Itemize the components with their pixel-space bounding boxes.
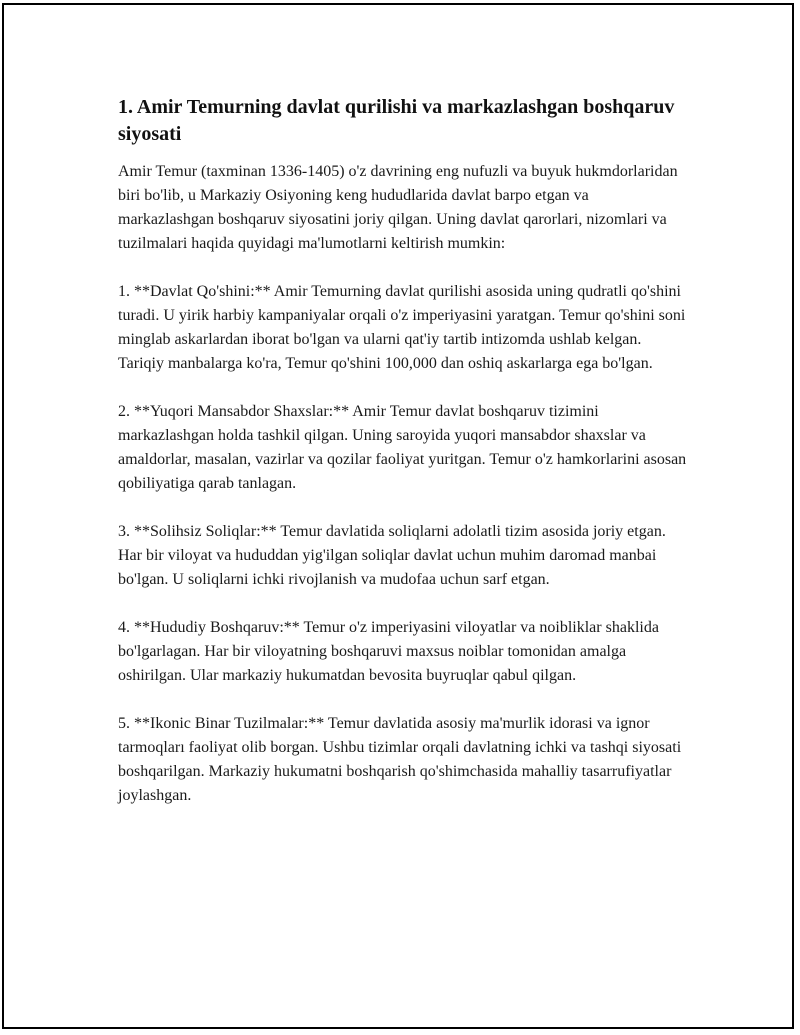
document-title: 1. Amir Temurning davlat qurilishi va markazlashgan boshqaruv siyosati (118, 96, 675, 145)
paragraph-mansabdor-shaxslar: 2. **Yuqori Mansabdor Shaxslar:** Amir Temur davlat boshqaruv tizimini markazlashgan holda tashkil qilgan. Uning saroyida yuqori mansabdor shaxslar va amaldorlar, masalan, vazirlar va qozilar faoliyat yuritgan. Temur o'z hamkorlarini asosan qobiliyatiga qarab tanlagan. (118, 403, 687, 492)
document-body (118, 94, 688, 832)
intro-paragraph: Amir Temur (taxminan 1336-1405) o'z davrining eng nufuzli va buyuk hukmdorlaridan biri bo'lib, u Markaziy Osiyoning keng hududlarida davlat barpo etgan va markazlashgan boshqaruv siyosatini joriy qilgan. Uning davlat qarorlari, nizomlari va tuzilmalari haqida quyidagi ma'lumotlarni keltirish mumkin: (118, 163, 678, 252)
paragraph-soliqlar: 3. **Solihsiz Soliqlar:** Temur davlatida soliqlarni adolatli tizim asosida joriy etgan. Har bir viloyat va hududdan yig'ilgan soliqlar davlat uchun muhim daromad manbai bo'lgan. U soliqlarni ichki rivojlanish va mudofaa uchun sarf etgan. (118, 523, 666, 588)
paragraph-binar-tuzilmalar: 5. **Ikonic Binar Tuzilmalar:** Temur davlatida asosiy ma'murlik idorasi va ignor tarmoqları faoliyat olib borgan. Ushbu tizimlar orqali davlatning ichki va tashqi siyosati boshqarilgan. Markaziy hukumatni boshqarish qo'shimchasida mahalliy tasarrufiyatlar joylashgan. (118, 715, 682, 804)
paragraph-davlat-qoshini: 1. **Davlat Qo'shini:** Amir Temurning davlat qurilishi asosida uning qudratli qo'shini turadi. U yirik harbiy kampaniyalar orqali o'z imperiyasini yaratgan. Temur qo'shini soni minglab askarlardan iborat bo'lgan va ularni qat'iy tartib intizomda ushlab kelgan. Tariqiy manbalarga ko'ra, Temur qo'shini 100,000 dan oshiq askarlarga ega bo'lgan. (118, 283, 686, 372)
paragraph-hududiy-boshqaruv: 4. **Hududiy Boshqaruv:** Temur o'z imperiyasini viloyatlar va noibliklar shaklida bo'lgarlagan. Har bir viloyatning boshqaruvi maxsus noiblar tomonidan amalga oshirilgan. Ular markaziy hukumatdan bevosita buyruqlar qabul qilgan. (118, 619, 659, 684)
